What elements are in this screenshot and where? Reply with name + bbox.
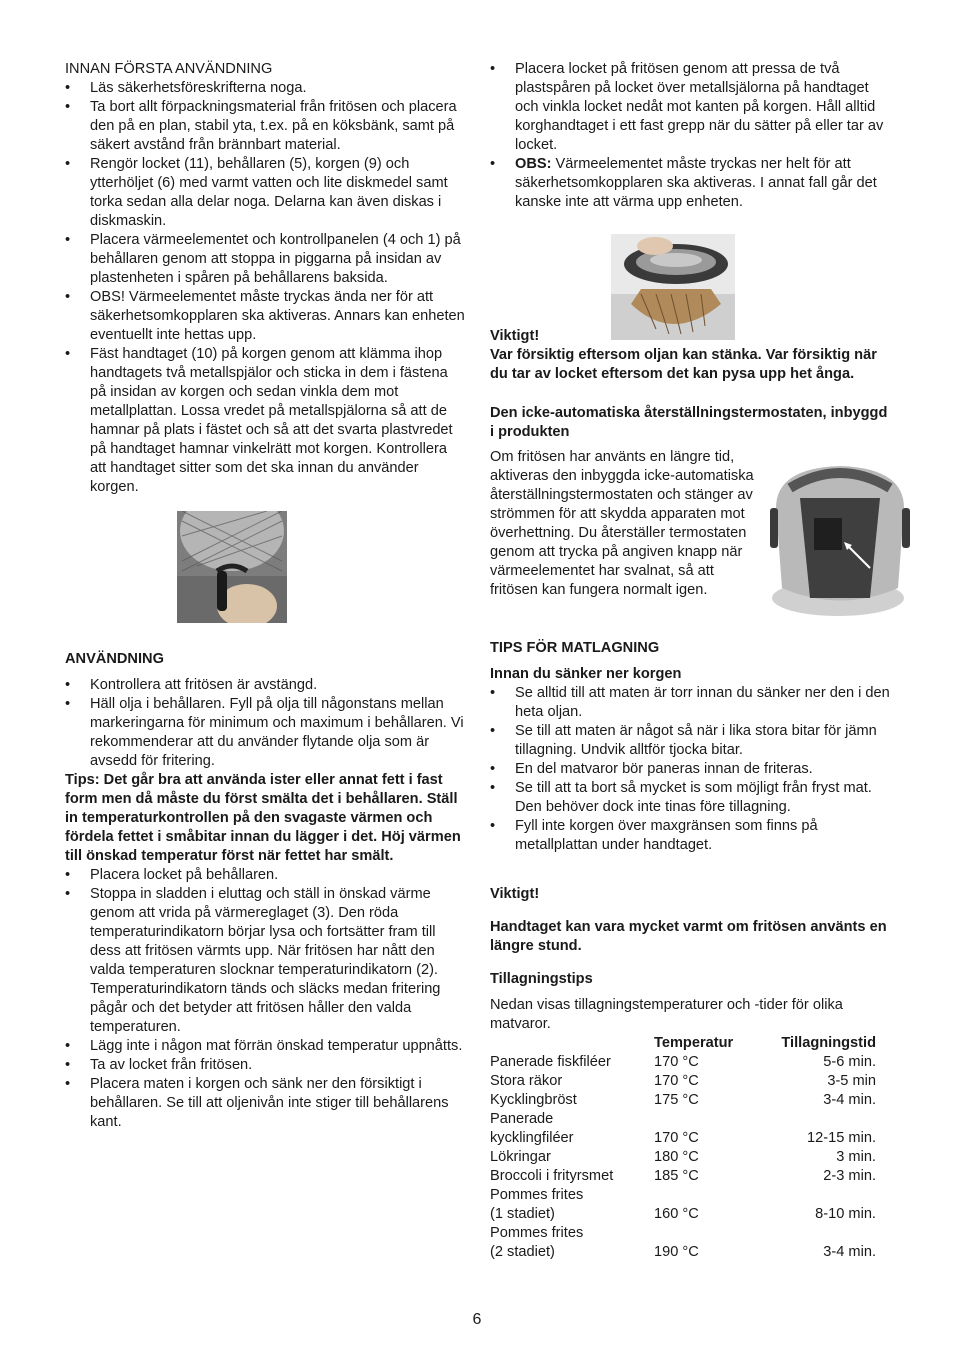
- table-row: [490, 1205, 876, 1224]
- list-item: • Kontrollera att fritösen är avstängd.: [65, 676, 465, 695]
- table-row: [490, 1243, 876, 1262]
- food-cell: Broccoli i frityrsmet: [490, 1168, 614, 1184]
- basket-handle-photo: [177, 511, 287, 623]
- important1-label: Viktigt!: [490, 328, 540, 344]
- recipe-intro: Nedan visas tillagningstemperaturer och -tider för olika matvaror.: [490, 997, 843, 1032]
- time-cell: 2-3 min.: [823, 1168, 876, 1184]
- table-header-row: [490, 1034, 876, 1053]
- food-cell: Panerade fiskfiléer: [490, 1054, 611, 1070]
- page-number: 6: [472, 1311, 482, 1328]
- temp-cell: 185 °C: [654, 1168, 699, 1184]
- time-cell: 3 min.: [836, 1149, 876, 1165]
- lid-list: [490, 60, 890, 212]
- obs-text: Värmeelementet måste tryckas ner helt för att säkerhetsomkopplaren ska aktiveras. I annat fall går det kanske inte att värma upp enheten.: [515, 156, 877, 210]
- cooking-table: [490, 1034, 876, 1262]
- table-row: [490, 1224, 876, 1243]
- usage-list-a: [65, 676, 465, 771]
- temp-cell: 175 °C: [654, 1092, 699, 1108]
- temp-cell: 170 °C: [654, 1054, 699, 1070]
- table-row: [490, 1167, 876, 1186]
- list-item: • Rengör locket (11), behållaren (5), korgen (9) och ytterhöljet (6) med varmt vatten och lite diskmedel samt torka sedan alla delar noga. Delarna kan även diskas i diskmaskin.: [65, 155, 465, 231]
- first-use-list: [65, 79, 465, 497]
- table-row: [490, 1129, 876, 1148]
- thermostat-text: Om fritösen har använts en längre tid, aktiveras den inbyggda icke-automatiska återställningstermostaten och stänger av strömmen för att skydda apparaten mot överhettning. Du återställer termostaten genom att trycka på angiven knapp när värmeelementet har svalnat, så att fritösen kan fungera normalt igen.: [490, 449, 754, 598]
- time-cell: 8-10 min.: [815, 1206, 876, 1222]
- time-cell: 5-6 min.: [823, 1054, 876, 1070]
- fryer-photo: [770, 448, 910, 620]
- list-item: • Placera locket på behållaren.: [65, 866, 465, 885]
- list-item: • Placera locket på fritösen genom att pressa de två plastspåren på locket över metallsjälorna på handtaget och vinkla locket nedåt mot kanten på korgen. Håll alltid korghandtaget i ett fast grepp när du sätter på eller tar av locket.: [490, 60, 890, 155]
- list-item: • Ta av locket från fritösen.: [65, 1056, 465, 1075]
- time-cell: 3-5 min: [827, 1073, 876, 1089]
- list-item: • Fyll inte korgen över maxgränsen som finns på metallplattan under handtaget.: [490, 817, 890, 855]
- cooking-tips-heading: TIPS FÖR MATLAGNING: [490, 640, 660, 656]
- important2-text: Handtaget kan vara mycket varmt om fritösen använts en längre stund.: [490, 919, 887, 954]
- thermostat-heading: Den icke-automatiska återställningstermostaten, inbyggd i produkten: [490, 405, 888, 440]
- list-item: • Lägg inte i någon mat förrän önskad temperatur uppnåtts.: [65, 1037, 465, 1056]
- temp-cell: [654, 1186, 766, 1205]
- important1-text: Var försiktig eftersom oljan kan stänka. Var försiktig när du tar av locket eftersom det kan pysa upp het ånga.: [490, 347, 877, 382]
- list-item: • OBS! Värmeelementet måste tryckas ända ner för att säkerhetsomkopplaren ska aktiveras. Annars kan enheten eventuellt inte hettas upp.: [65, 288, 465, 345]
- table-row: [490, 1072, 876, 1091]
- time-cell: [766, 1224, 876, 1243]
- temp-cell: 190 °C: [654, 1244, 699, 1260]
- time-cell: [766, 1110, 876, 1129]
- food-cell: Pommes frites: [490, 1187, 584, 1203]
- list-item: • Fäst handtaget (10) på korgen genom att klämma ihop handtagets två metallspjälor och sticka in dem i fästena på insidan av korgen och sedan vinkla dem mot metallplattan. Lossa vredet på metallspjälorna så att de hamnar på plats i fästet och så att det svarta plastvredet på handtaget hamnar vinkelrätt mot korgen. Kontrollera att handtaget sitter som det ska innan du använder korgen.: [65, 345, 465, 497]
- temp-cell: 180 °C: [654, 1149, 699, 1165]
- obs-label: OBS:: [515, 156, 552, 172]
- time-cell: 3-4 min.: [823, 1244, 876, 1260]
- right-column: [490, 60, 890, 1262]
- table-row: [490, 1053, 876, 1072]
- table-row: [490, 1091, 876, 1110]
- food-cell: Panerade: [490, 1111, 554, 1127]
- tips-text: Tips: Det går bra att använda ister eller annat fett i fast form men då måste du först smälta det i behållaren. Ställ in temperaturkontrollen på den svagaste värmen och fördela fettet i småbitar innan du lägger i det. Höj värmen till önskad temperatur först när fettet har smält.: [65, 772, 461, 864]
- food-cell: Lökringar: [490, 1149, 551, 1165]
- list-item: • Se till att maten är något så när i lika stora bitar för jämn tillagning. Undvik alltför tjocka bitar.: [490, 722, 890, 760]
- food-cell: Pommes frites: [490, 1225, 584, 1241]
- time-cell: 12-15 min.: [807, 1130, 876, 1146]
- list-item: • Stoppa in sladden i eluttag och ställ in önskad värme genom att vrida på värmereglaget (3). Den röda temperaturindikatorn börjar lysa och fortsätter fram till dess att fritösen värmts upp. När fritösen har nått den valda temperaturen slocknar temperaturindikatorn (2). Temperaturindikatorn tänds och släcks medan fritering pågår och det betyder att fritösen håller den valda temperaturen.: [65, 885, 465, 1037]
- temp-cell: 160 °C: [654, 1206, 699, 1222]
- food-cell: (2 stadiet): [490, 1244, 555, 1260]
- list-item: • Ta bort allt förpackningsmaterial från fritösen och placera den på en plan, stabil yta, t.ex. på en köksbänk, samt på säkert avstånd från brännbart material.: [65, 98, 465, 155]
- list-item: • Placera maten i korgen och sänk ner den försiktigt i behållaren. Se till att oljenivån inte stiger till behållarens kant.: [65, 1075, 465, 1132]
- list-item: • Häll olja i behållaren. Fyll på olja till någonstans mellan markeringarna för minimum och maximum i behållaren. Vi rekommenderar att du använder flytande olja som är avsedd för fritering.: [65, 695, 465, 771]
- temp-cell: [654, 1224, 766, 1243]
- important2-label: Viktigt!: [490, 886, 540, 902]
- usage-heading: ANVÄNDNING: [65, 651, 164, 667]
- first-use-heading: INNAN FÖRSTA ANVÄNDNING: [65, 61, 273, 77]
- temp-cell: 170 °C: [654, 1073, 699, 1089]
- list-item: • Se alltid till att maten är torr innan du sänker ner den i den heta oljan.: [490, 684, 890, 722]
- thermostat-block: [490, 448, 890, 600]
- time-cell: 3-4 min.: [823, 1092, 876, 1108]
- time-cell: [766, 1186, 876, 1205]
- table-header: Tillagningstid: [781, 1035, 876, 1051]
- before-lowering-heading: Innan du sänker ner korgen: [490, 666, 682, 682]
- list-item: • En del matvaror bör paneras innan de friteras.: [490, 760, 890, 779]
- usage-list-b: [65, 866, 465, 1132]
- list-item: • Se till att ta bort så mycket is som möjligt från fryst mat. Den behöver dock inte tinas före tillagning.: [490, 779, 890, 817]
- temp-cell: 170 °C: [654, 1130, 699, 1146]
- table-header: [490, 1034, 654, 1053]
- food-cell: (1 stadiet): [490, 1206, 555, 1222]
- list-item: [490, 155, 890, 212]
- list-item: • Läs säkerhetsföreskrifterna noga.: [65, 79, 465, 98]
- food-cell: Kycklingbröst: [490, 1092, 577, 1108]
- table-row: [490, 1110, 876, 1129]
- cooking-list: [490, 684, 890, 855]
- table-header: Temperatur: [654, 1035, 734, 1051]
- recipe-tips-heading: Tillagningstips: [490, 971, 593, 987]
- temp-cell: [654, 1110, 766, 1129]
- list-item: • Placera värmeelementet och kontrollpanelen (4 och 1) på behållaren genom att stoppa in piggarna på insidan av plastenheten i spåren på behållarens baksida.: [65, 231, 465, 288]
- table-row: [490, 1148, 876, 1167]
- table-row: [490, 1186, 876, 1205]
- food-cell: kycklingfiléer: [490, 1130, 574, 1146]
- food-cell: Stora räkor: [490, 1073, 563, 1089]
- lid-photo: [611, 234, 735, 340]
- left-column: [65, 60, 465, 1132]
